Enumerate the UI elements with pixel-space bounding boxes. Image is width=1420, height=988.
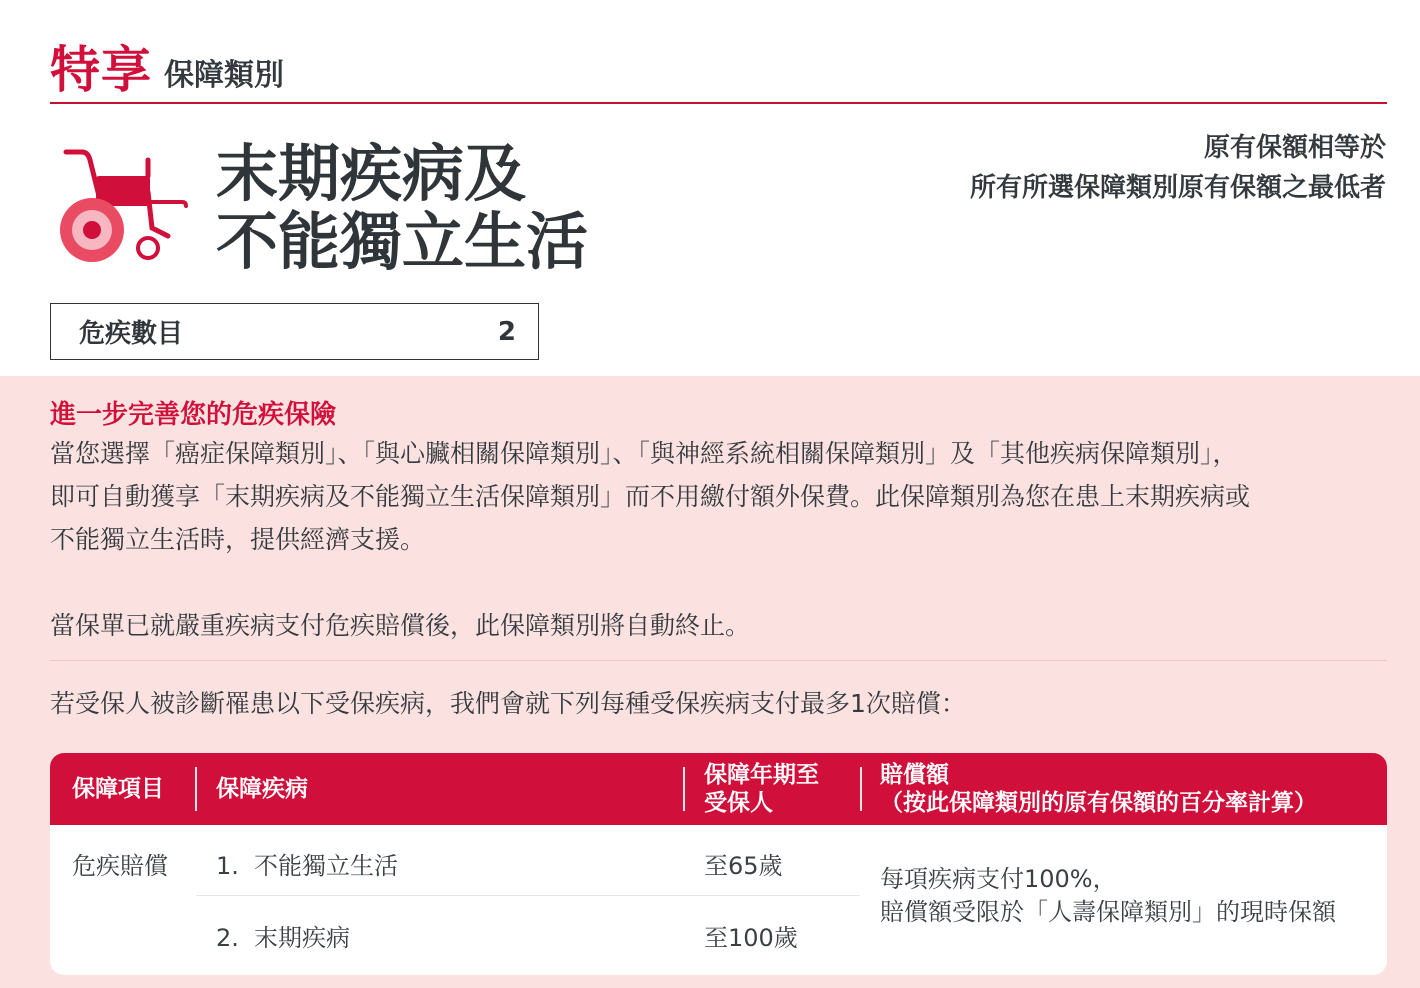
table-row-disease bbox=[216, 918, 350, 953]
row-disease-name: 末期疾病 bbox=[254, 924, 350, 952]
intro-line-2: 即可自動獲享「末期疾病及不能獨立生活保障類別」而不用繳付額外保費。此保障類別為您在患上末期疾病或 bbox=[50, 482, 1251, 511]
table-row-term: 至65歲 bbox=[704, 852, 783, 880]
title-line-1: 末期疾病及 bbox=[216, 137, 527, 210]
critical-illness-count-box bbox=[50, 303, 539, 360]
sum-assured-line-2: 所有所選保障類別原有保額之最低者 bbox=[969, 173, 1386, 203]
table-cell-item: 危疾賠償 bbox=[72, 852, 168, 880]
row-number: 1. bbox=[216, 852, 239, 880]
sum-assured-note bbox=[970, 128, 1386, 208]
table-header bbox=[50, 753, 1387, 825]
header-separator bbox=[860, 767, 862, 811]
brand-title: 特享 bbox=[50, 41, 152, 99]
section-heading: 進一步完善您的危疾保險 bbox=[50, 400, 337, 430]
page-title bbox=[216, 137, 589, 278]
compensation-line-1: 每項疾病支付100%， bbox=[880, 865, 1117, 893]
header-term bbox=[704, 753, 819, 825]
title-line-2: 不能獨立生活 bbox=[216, 205, 589, 278]
sum-assured-line-1: 原有保額相等於 bbox=[1203, 133, 1386, 163]
header-separator bbox=[683, 767, 685, 811]
count-value: 2 bbox=[497, 316, 516, 347]
table-row-term: 至100歲 bbox=[704, 924, 798, 952]
header-disease: 保障疾病 bbox=[216, 776, 308, 802]
header-compensation bbox=[880, 753, 1317, 825]
intro-line-3: 不能獨立生活時，提供經濟支援。 bbox=[50, 525, 426, 554]
section-divider bbox=[50, 660, 1387, 661]
wheelchair-icon bbox=[52, 140, 192, 270]
table-cell-compensation bbox=[880, 863, 1336, 929]
row-disease-name: 不能獨立生活 bbox=[254, 852, 398, 880]
page-header bbox=[50, 28, 1387, 104]
claim-paragraph: 若受保人被診斷罹患以下受保疾病，我們會就下列每種受保疾病支付最多1次賠償： bbox=[50, 689, 966, 718]
coverage-table bbox=[50, 753, 1387, 975]
header-item: 保障項目 bbox=[72, 776, 164, 802]
header-comp-line-1: 賠償額 bbox=[880, 762, 949, 788]
table-row-disease bbox=[216, 846, 398, 881]
brand-subtitle: 保障類別 bbox=[164, 58, 284, 93]
count-label: 危疾數目 bbox=[79, 319, 184, 349]
compensation-line-2: 賠償額受限於「人壽保障類別」的現時保額 bbox=[880, 898, 1336, 926]
header-comp-line-2: （按此保障類別的原有保額的百分率計算） bbox=[880, 790, 1317, 816]
intro-paragraph bbox=[50, 432, 1380, 561]
header-term-line-2: 受保人 bbox=[704, 790, 773, 816]
intro-line-1: 當您選擇「癌症保障類別」、「與心臟相關保障類別」、「與神經系統相關保障類別」及「其他疾病保障類別」， bbox=[50, 439, 1238, 468]
row-number: 2. bbox=[216, 924, 239, 952]
header-term-line-1: 保障年期至 bbox=[704, 762, 819, 788]
row-divider bbox=[196, 895, 860, 896]
termination-paragraph: 當保單已就嚴重疾病支付危疾賠償後，此保障類別將自動終止。 bbox=[50, 611, 751, 640]
header-separator bbox=[195, 767, 197, 811]
